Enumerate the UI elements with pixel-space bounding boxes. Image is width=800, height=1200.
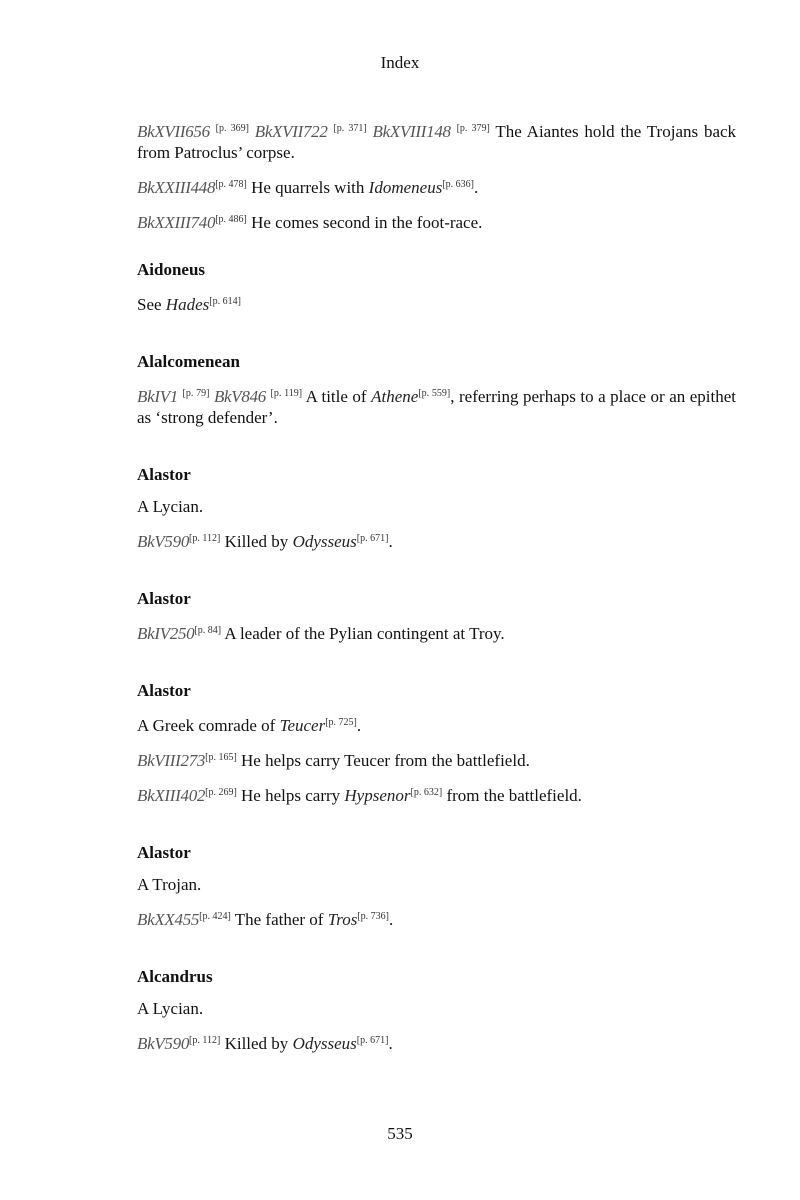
book-reference-link[interactable]: BkV590 [137, 1034, 190, 1053]
entry-text: The father of [230, 910, 328, 929]
entry-line [137, 174, 736, 198]
entry-line [137, 209, 736, 233]
book-reference-link[interactable]: BkIV250 [137, 624, 195, 643]
entry-text: A Greek comrade of [137, 716, 280, 735]
book-reference-link[interactable]: BkXVIII148 [372, 122, 451, 141]
entry-heading: Alastor [137, 465, 191, 484]
entry-text: . [388, 532, 393, 551]
book-reference-link[interactable]: BkXVII722 [254, 122, 328, 141]
page-reference-link[interactable]: [p. 632] [410, 787, 443, 798]
entry-heading: Alastor [137, 843, 191, 862]
page-reference-link[interactable]: [p. 84] [194, 625, 222, 636]
entry-text: A Lycian. [137, 497, 204, 516]
book-reference-link[interactable]: BkV590 [137, 532, 190, 551]
page-reference-link[interactable]: [p. 379] [456, 123, 490, 134]
entry-heading: Aidoneus [137, 260, 206, 279]
entry-alastor-pylian [137, 588, 736, 644]
entry-line [137, 998, 736, 1019]
book-reference-link[interactable]: BkXXIII740 [137, 213, 216, 232]
name-link[interactable]: Tros [327, 910, 358, 929]
entry-text: , referring perhaps to a place or an epithet as ‘strong defender’. [137, 387, 737, 427]
page-reference-link[interactable]: [p. 79] [182, 388, 210, 399]
entry-text: A Lycian. [137, 999, 204, 1018]
page-reference-link[interactable]: [p. 725] [325, 717, 357, 728]
book-reference-link[interactable]: BkXXIII448 [137, 178, 216, 197]
entry-heading: Alcandrus [137, 967, 213, 986]
book-reference-link[interactable]: BkXVII656 [137, 122, 210, 141]
page-number: 535 [387, 1124, 413, 1143]
entry-text: See [137, 295, 166, 314]
page-reference-link[interactable]: [p. 736] [357, 911, 389, 922]
entry-text: He quarrels with [246, 178, 369, 197]
entry-line [137, 874, 736, 895]
entry-alcandrus [137, 966, 736, 1054]
entry-line [137, 712, 736, 736]
entry-line [137, 118, 736, 163]
book-reference-link[interactable]: BkXX455 [137, 910, 200, 929]
entry-heading: Alalcomenean [137, 352, 240, 371]
entry-line [137, 1030, 736, 1054]
entry-text: He helps carry [236, 786, 345, 805]
page-reference-link[interactable]: [p. 112] [189, 1035, 221, 1046]
entry-aidoneus [137, 259, 736, 315]
entry-alastor-greek [137, 680, 736, 806]
page-reference-link[interactable]: [p. 671] [356, 1035, 389, 1046]
page-reference-link[interactable]: [p. 112] [189, 533, 221, 544]
entry-text: A title of [302, 387, 372, 406]
name-link[interactable]: Hypsenor [344, 786, 411, 805]
page-reference-link[interactable]: [p. 371] [333, 123, 367, 134]
entry-text: . [388, 1034, 393, 1053]
entry-line [137, 906, 736, 930]
page-reference-link[interactable]: [p. 636] [442, 179, 474, 190]
page-reference-link[interactable]: [p. 269] [205, 787, 237, 798]
page-reference-link[interactable]: [p. 369] [215, 123, 249, 134]
entry-text: . [356, 716, 362, 735]
entry-text: The Aiantes hold the Trojans back from Patroclus’ corpse. [137, 122, 737, 162]
entry-text: A leader of the Pylian contingent at Troy. [221, 624, 505, 643]
entry-alastor-lycian [137, 464, 736, 552]
name-link[interactable]: Idomeneus [368, 178, 443, 197]
index-content [137, 118, 736, 1065]
name-link[interactable]: Hades [165, 295, 210, 314]
entry-text: Killed by [220, 532, 293, 551]
book-reference-link[interactable]: BkIV1 [137, 387, 178, 406]
entry-alastor-trojan [137, 842, 736, 930]
name-link[interactable]: Teucer [279, 716, 326, 735]
name-link[interactable]: Odysseus [292, 532, 357, 551]
entry-line [137, 383, 736, 428]
page-reference-link[interactable]: [p. 614] [209, 296, 241, 307]
page-reference-link[interactable]: [p. 559] [418, 388, 451, 399]
page-reference-link[interactable]: [p. 671] [356, 533, 389, 544]
name-link[interactable]: Athene [371, 387, 419, 406]
entry-heading: Alastor [137, 681, 191, 700]
entry-line [137, 496, 736, 517]
entry-heading: Alastor [137, 589, 191, 608]
entry-line [137, 620, 736, 644]
page-reference-link[interactable]: [p. 486] [215, 214, 247, 225]
entry-text: He helps carry Teucer from the battlefield. [236, 751, 530, 770]
entry-text: . [389, 910, 394, 929]
entry-line [137, 782, 736, 806]
page-reference-link[interactable]: [p. 165] [205, 752, 237, 763]
page-reference-link[interactable]: [p. 424] [199, 911, 231, 922]
page-reference-link[interactable]: [p. 478] [215, 179, 247, 190]
name-link[interactable]: Odysseus [292, 1034, 357, 1053]
entry-text: . [474, 178, 479, 197]
entry-line [137, 528, 736, 552]
page-reference-link[interactable]: [p. 119] [270, 388, 303, 399]
page-header: Index [380, 53, 420, 72]
entry-text: He comes second in the foot-race. [246, 213, 483, 232]
entry-text: Killed by [220, 1034, 293, 1053]
entry-text: from the battlefield. [442, 786, 582, 805]
book-reference-link[interactable]: BkV846 [213, 387, 266, 406]
entry-line [137, 747, 736, 771]
entry-alalcomenean [137, 351, 736, 428]
entry-line [137, 291, 736, 315]
book-reference-link[interactable]: BkXIII402 [137, 786, 206, 805]
entry-text: A Trojan. [137, 875, 202, 894]
book-reference-link[interactable]: BkVIII273 [137, 751, 206, 770]
